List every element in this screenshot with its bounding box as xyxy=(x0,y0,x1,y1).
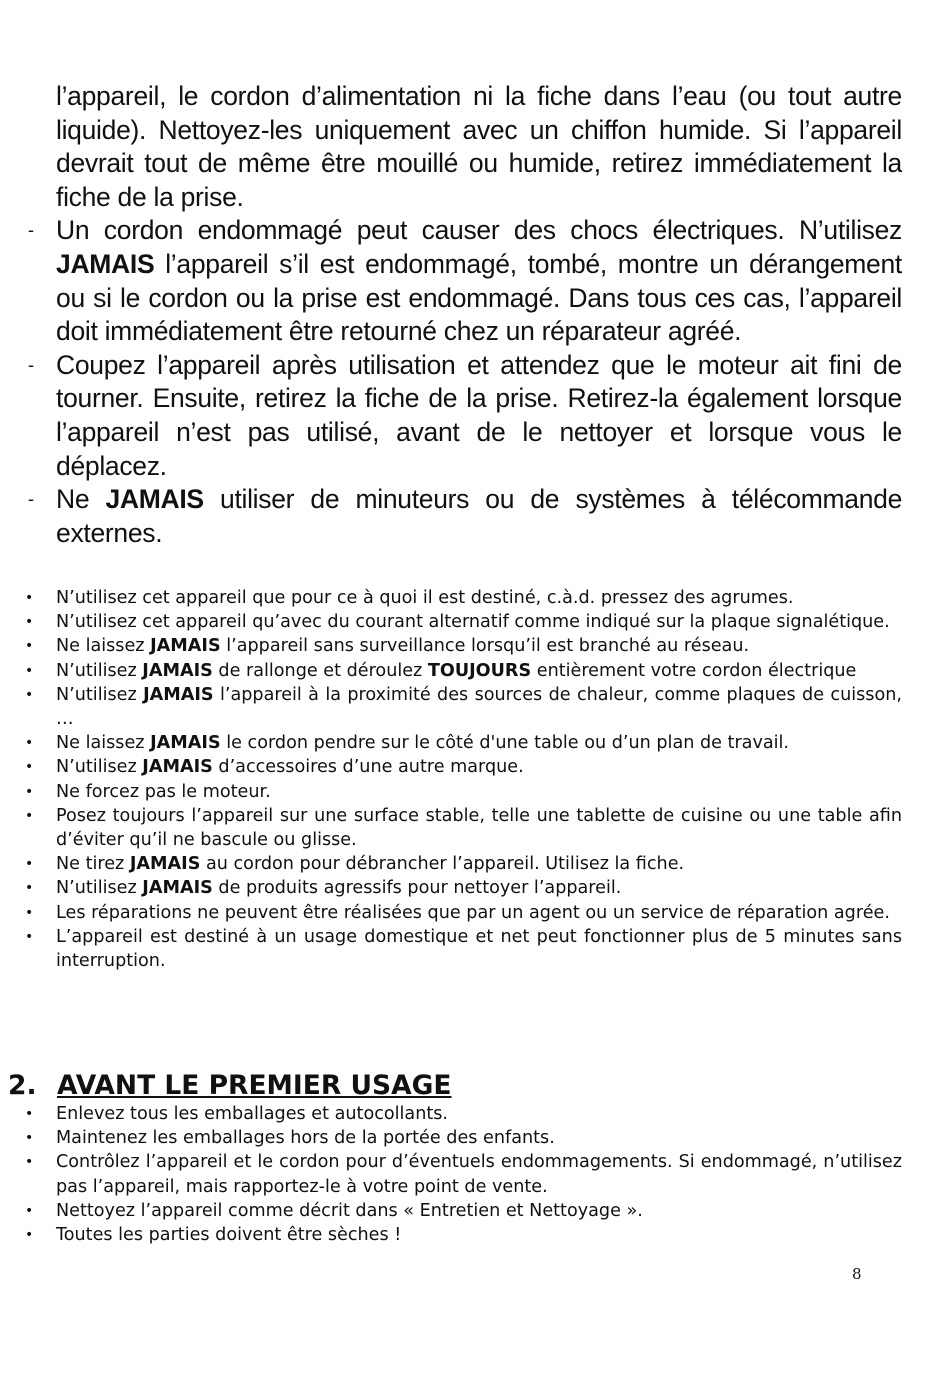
bullet-icon: • xyxy=(25,638,34,655)
list-item xyxy=(25,1102,902,1126)
dash-marker: - xyxy=(28,354,34,375)
bullet-icon: • xyxy=(25,662,34,679)
paragraph-text: l’appareil sans surveillance lorsqu’il est branché au réseau. xyxy=(220,636,750,657)
bullet-icon: • xyxy=(25,614,34,631)
bullet-icon: • xyxy=(25,759,34,776)
paragraph-text: l’appareil à la proximité des sources de chaleur, comme plaques de cuisson, … xyxy=(56,684,902,730)
bullet-icon: • xyxy=(25,686,34,703)
bullet-icon: • xyxy=(25,1227,34,1244)
paragraph-text: Coupez l’appareil après utilisation et attendez que le moteur ait fini de tourner. Ensuite, retirez la fiche de la prise. Retirez-la également lorsque l’appareil n’est pas utilisé, avant de le nettoyer et lorsque vous le déplacez. xyxy=(56,349,902,481)
paragraph-text: au cordon pour débrancher l’appareil. Utilisez la fiche. xyxy=(200,854,685,875)
bullet-icon: • xyxy=(25,735,34,752)
bullet-icon: • xyxy=(25,1130,34,1147)
paragraph-text: Un cordon endommagé peut causer des chocs électriques. N’utilisez xyxy=(56,215,902,246)
paragraph-text: N’utilisez xyxy=(56,878,143,899)
dash-list-item xyxy=(28,349,902,483)
paragraph-text: le cordon pendre sur le côté d'une table ou d’un plan de travail. xyxy=(220,733,790,754)
dash-marker: - xyxy=(28,489,34,510)
paragraph-text: Les réparations ne peuvent être réalisées que par un agent ou un service de réparation agrée. xyxy=(56,902,890,923)
list-item xyxy=(25,1150,902,1198)
bullet-icon: • xyxy=(25,1154,34,1171)
bullet-icon: • xyxy=(25,783,34,800)
section-heading xyxy=(8,1069,452,1103)
list-item xyxy=(25,1199,902,1223)
bullet-icon: • xyxy=(25,856,34,873)
dash-list-item xyxy=(28,483,903,550)
emphasis-text: JAMAIS xyxy=(56,248,155,279)
paragraph-text: Contrôlez l’appareil et le cordon pour d’éventuels endommagements. Si endommagé, n’utilisez pas l’appareil, mais rapportez-le à votre point de vente. xyxy=(56,1152,902,1197)
list-item xyxy=(25,755,902,779)
bullet-icon: • xyxy=(25,807,34,824)
paragraph-text: utiliser de minuteurs ou de systèmes à télécommande externes. xyxy=(56,484,903,548)
paragraph-text: entièrement votre cordon électrique xyxy=(531,660,857,681)
paragraph-text: Ne xyxy=(56,484,106,515)
list-item xyxy=(25,731,902,755)
dash-marker: - xyxy=(28,220,34,241)
first-use-bullet-list xyxy=(0,1102,950,1247)
paragraph-text: de rallonge et déroulez xyxy=(212,660,428,681)
paragraph-text: N’utilisez xyxy=(56,660,143,681)
emphasis-text: JAMAIS xyxy=(142,757,213,778)
page-number: 8 xyxy=(852,1265,862,1283)
safety-dash-list xyxy=(0,80,950,550)
list-item xyxy=(25,804,902,852)
paragraph-text: l’appareil s’il est endommagé, tombé, montre un dérangement ou si le cordon ou la prise est endommagé. Dans tous ces cas, l’appareil doit immédiatement être retourné chez un réparateur agréé. xyxy=(56,248,902,347)
emphasis-text: JAMAIS xyxy=(143,684,214,705)
list-item xyxy=(25,901,902,925)
paragraph-text: L’appareil est destiné à un usage domestique et net peut fonctionner plus de 5 minutes sans interruption. xyxy=(56,926,902,972)
list-item xyxy=(25,1126,902,1150)
list-item xyxy=(25,1223,902,1247)
paragraph-text: Posez toujours l’appareil sur une surface stable, telle une tablette de cuisine ou une table afin d’éviter qu’il ne bascule ou glisse. xyxy=(56,805,902,851)
list-item xyxy=(25,683,902,731)
paragraph-text: N’utilisez cet appareil qu’avec du courant alternatif comme indiqué sur la plaque signalétique. xyxy=(56,612,890,633)
dash-list-item xyxy=(56,80,902,214)
bullet-icon: • xyxy=(25,1106,34,1122)
paragraph-text: Enlevez tous les emballages et autocollants. xyxy=(56,1104,449,1124)
bullet-icon: • xyxy=(25,590,34,606)
paragraph-text: de produits agressifs pour nettoyer l’appareil. xyxy=(212,878,622,899)
list-item xyxy=(25,780,902,804)
list-item xyxy=(25,634,902,658)
paragraph-text: N’utilisez xyxy=(56,757,143,778)
emphasis-text: JAMAIS xyxy=(150,636,221,657)
bullet-icon: • xyxy=(25,1202,34,1219)
emphasis-text: JAMAIS xyxy=(142,660,213,681)
section-title: AVANT LE PREMIER USAGE xyxy=(57,1070,452,1101)
emphasis-text: JAMAIS xyxy=(142,878,213,899)
bullet-icon: • xyxy=(25,880,34,897)
paragraph-text: Ne laissez xyxy=(56,636,151,657)
paragraph-text: d’accessoires d’une autre marque. xyxy=(212,757,524,778)
paragraph-text: N’utilisez cet appareil que pour ce à quoi il est destiné, c.à.d. pressez des agrumes. xyxy=(56,588,794,608)
list-item xyxy=(25,586,902,610)
paragraph-text: Ne tirez xyxy=(56,854,130,875)
bullet-icon: • xyxy=(25,928,34,945)
paragraph-text: Ne laissez xyxy=(56,733,151,754)
list-item xyxy=(25,852,902,876)
paragraph-text: Ne forcez pas le moteur. xyxy=(56,781,271,802)
paragraph-text: Toutes les parties doivent être sèches ! xyxy=(56,1225,402,1246)
emphasis-text: JAMAIS xyxy=(129,854,201,875)
emphasis-text: TOUJOURS xyxy=(427,660,532,681)
emphasis-text: JAMAIS xyxy=(150,733,221,754)
bullet-icon: • xyxy=(25,904,34,921)
paragraph-text: Maintenez les emballages hors de la portée des enfants. xyxy=(56,1128,555,1149)
paragraph-text: Nettoyez l’appareil comme décrit dans « Entretien et Nettoyage ». xyxy=(56,1200,643,1221)
list-item xyxy=(25,659,902,683)
section-number: 2. xyxy=(8,1070,37,1101)
dash-list-item xyxy=(28,214,902,348)
list-item xyxy=(25,610,902,634)
safety-bullet-list xyxy=(0,586,950,973)
list-item xyxy=(25,876,902,900)
emphasis-text: JAMAIS xyxy=(105,484,204,515)
list-item xyxy=(25,925,902,973)
paragraph-text: N’utilisez xyxy=(56,684,144,705)
paragraph-text: l’appareil, le cordon d’alimentation ni la fiche dans l’eau (ou tout autre liquide). Nettoyez-les uniquement avec un chiffon humide. Si l’appareil devrait tout de même être mouillé ou humide, retirez immédiatement la fiche de la prise. xyxy=(56,81,902,212)
